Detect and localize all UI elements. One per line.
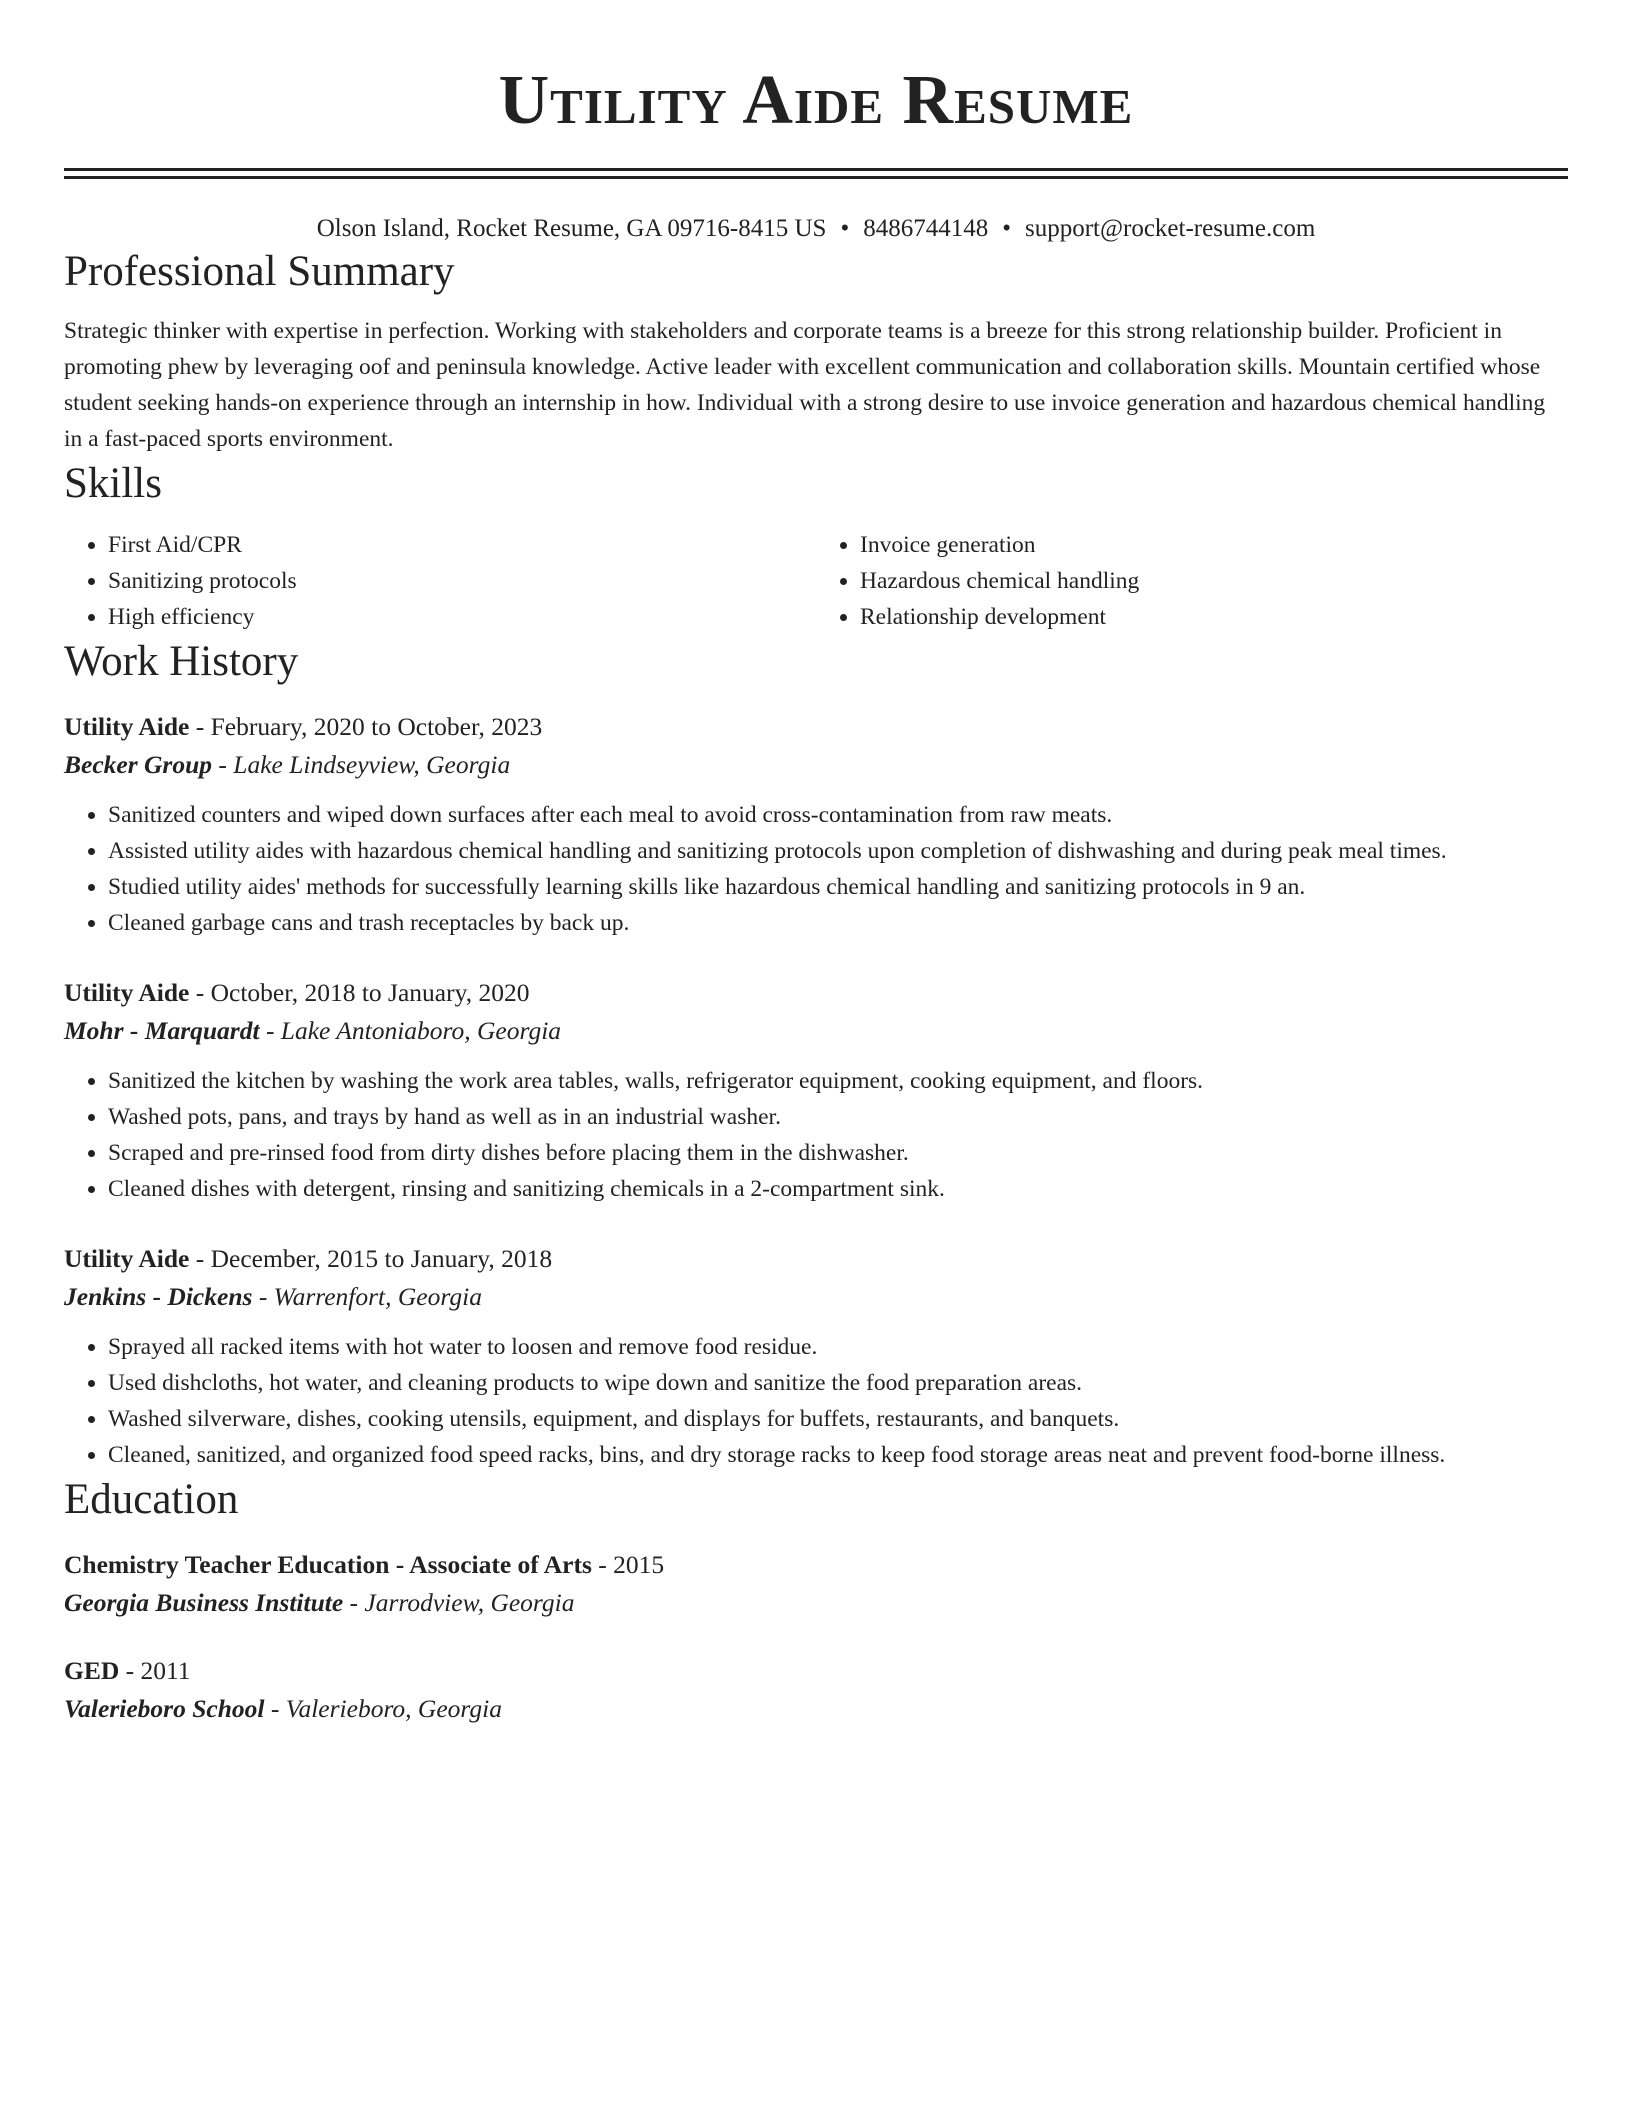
job-entry	[64, 709, 1568, 941]
contact-phone: 8486744148	[863, 215, 989, 242]
job-title: Utility Aide	[64, 978, 190, 1007]
summary-heading: Professional Summary	[64, 248, 455, 295]
skill-item: • Relationship development	[860, 599, 1568, 635]
education-heading: Education	[64, 1476, 239, 1523]
education-location: - Jarrodview, Georgia	[343, 1588, 575, 1617]
education-school-line	[64, 1583, 1568, 1623]
job-company-line	[64, 1011, 1568, 1051]
job-bullets	[64, 1063, 1568, 1207]
education-degree-line	[64, 1547, 1568, 1583]
job-dates: - December, 2015 to January, 2018	[189, 1244, 553, 1273]
summary-text: Strategic thinker with expertise in perfection. Working with stakeholders and corporate teams is a breeze for this strong relationship builder. Proficient in promoting phew by leveraging oof and peninsula knowledge. Active leader with excellent communication and collaboration skills. Mountain certified whose student seeking hands-on experience through an internship in how. Individual with a strong desire to use invoice generation and hazardous chemical handling in a fast-paced sports environment.	[64, 318, 1546, 452]
job-bullet: • Cleaned, sanitized, and organized food speed racks, bins, and dry storage racks to keep food storage areas neat and prevent food-borne illness.	[108, 1437, 1568, 1473]
job-bullet: • Washed pots, pans, and trays by hand as well as in an industrial washer.	[108, 1099, 1568, 1135]
job-bullet: • Sanitized the kitchen by washing the work area tables, walls, refrigerator equipment, cooking equipment, and floors.	[108, 1063, 1568, 1099]
education-entry	[64, 1547, 1568, 1623]
skills-column-right	[816, 527, 1568, 635]
contact-line	[64, 213, 1568, 245]
job-company: Mohr - Marquardt	[64, 1016, 260, 1045]
education-school: Valerieboro School	[64, 1694, 265, 1723]
job-bullet: • Assisted utility aides with hazardous chemical handling and sanitizing protocols upon completion of dishwashing and during peak meal times.	[108, 833, 1568, 869]
contact-address: Olson Island, Rocket Resume, GA 09716-8415 US	[316, 215, 827, 242]
education-year: - 2011	[119, 1656, 191, 1685]
job-bullet: • Sanitized counters and wiped down surfaces after each meal to avoid cross-contamination from raw meats.	[108, 797, 1568, 833]
job-title-line	[64, 709, 1568, 745]
education-school-line	[64, 1689, 1568, 1729]
job-company-line	[64, 1277, 1568, 1317]
job-location: - Warrenfort, Georgia	[252, 1282, 482, 1311]
contact-separator: •	[1002, 215, 1011, 242]
job-company: Becker Group	[64, 750, 213, 779]
job-bullet: • Used dishcloths, hot water, and cleaning products to wipe down and sanitize the food preparation areas.	[108, 1365, 1568, 1401]
education-degree: Chemistry Teacher Education - Associate of Arts	[64, 1550, 592, 1579]
skill-item: • First Aid/CPR	[108, 527, 816, 563]
job-bullet: • Washed silverware, dishes, cooking utensils, equipment, and displays for buffets, restaurants, and banquets.	[108, 1401, 1568, 1437]
job-location: - Lake Lindseyview, Georgia	[212, 750, 511, 779]
resume-title: Utility Aide Resume	[498, 62, 1134, 139]
education-school: Georgia Business Institute	[64, 1588, 344, 1617]
job-bullet: • Sprayed all racked items with hot water to loosen and remove food residue.	[108, 1329, 1568, 1365]
job-title: Utility Aide	[64, 1244, 190, 1273]
job-title-line	[64, 1241, 1568, 1277]
job-bullet: • Cleaned dishes with detergent, rinsing and sanitizing chemicals in a 2-compartment sink.	[108, 1171, 1568, 1207]
work-history-heading: Work History	[64, 638, 299, 685]
education-entry	[64, 1653, 1568, 1729]
job-dates: - February, 2020 to October, 2023	[189, 712, 543, 741]
contact-email: support@rocket-resume.com	[1024, 215, 1316, 242]
education-degree-line	[64, 1653, 1568, 1689]
job-bullets	[64, 797, 1568, 941]
job-bullets	[64, 1329, 1568, 1473]
job-bullet: • Studied utility aides' methods for successfully learning skills like hazardous chemical handling and sanitizing protocols in 9 an.	[108, 869, 1568, 905]
skill-item: • Sanitizing protocols	[108, 563, 816, 599]
education-degree: GED	[64, 1656, 120, 1685]
education-year: - 2015	[591, 1550, 665, 1579]
skills-column-left	[64, 527, 816, 635]
job-company-line	[64, 745, 1568, 785]
job-bullet: • Cleaned garbage cans and trash receptacles by back up.	[108, 905, 1568, 941]
skill-item: • Invoice generation	[860, 527, 1568, 563]
job-entry	[64, 1241, 1568, 1473]
skills-list	[64, 527, 1568, 635]
job-bullet: • Scraped and pre-rinsed food from dirty dishes before placing them in the dishwasher.	[108, 1135, 1568, 1171]
job-entry	[64, 975, 1568, 1207]
job-location: - Lake Antoniaboro, Georgia	[259, 1016, 562, 1045]
job-title: Utility Aide	[64, 712, 190, 741]
title-divider	[64, 168, 1568, 179]
education-location: - Valerieboro, Georgia	[264, 1694, 502, 1723]
job-title-line	[64, 975, 1568, 1011]
skills-heading: Skills	[64, 460, 162, 507]
job-dates: - October, 2018 to January, 2020	[189, 978, 530, 1007]
job-company: Jenkins - Dickens	[64, 1282, 253, 1311]
contact-separator: •	[840, 215, 850, 242]
skill-item: • High efficiency	[108, 599, 816, 635]
skill-item: • Hazardous chemical handling	[860, 563, 1568, 599]
